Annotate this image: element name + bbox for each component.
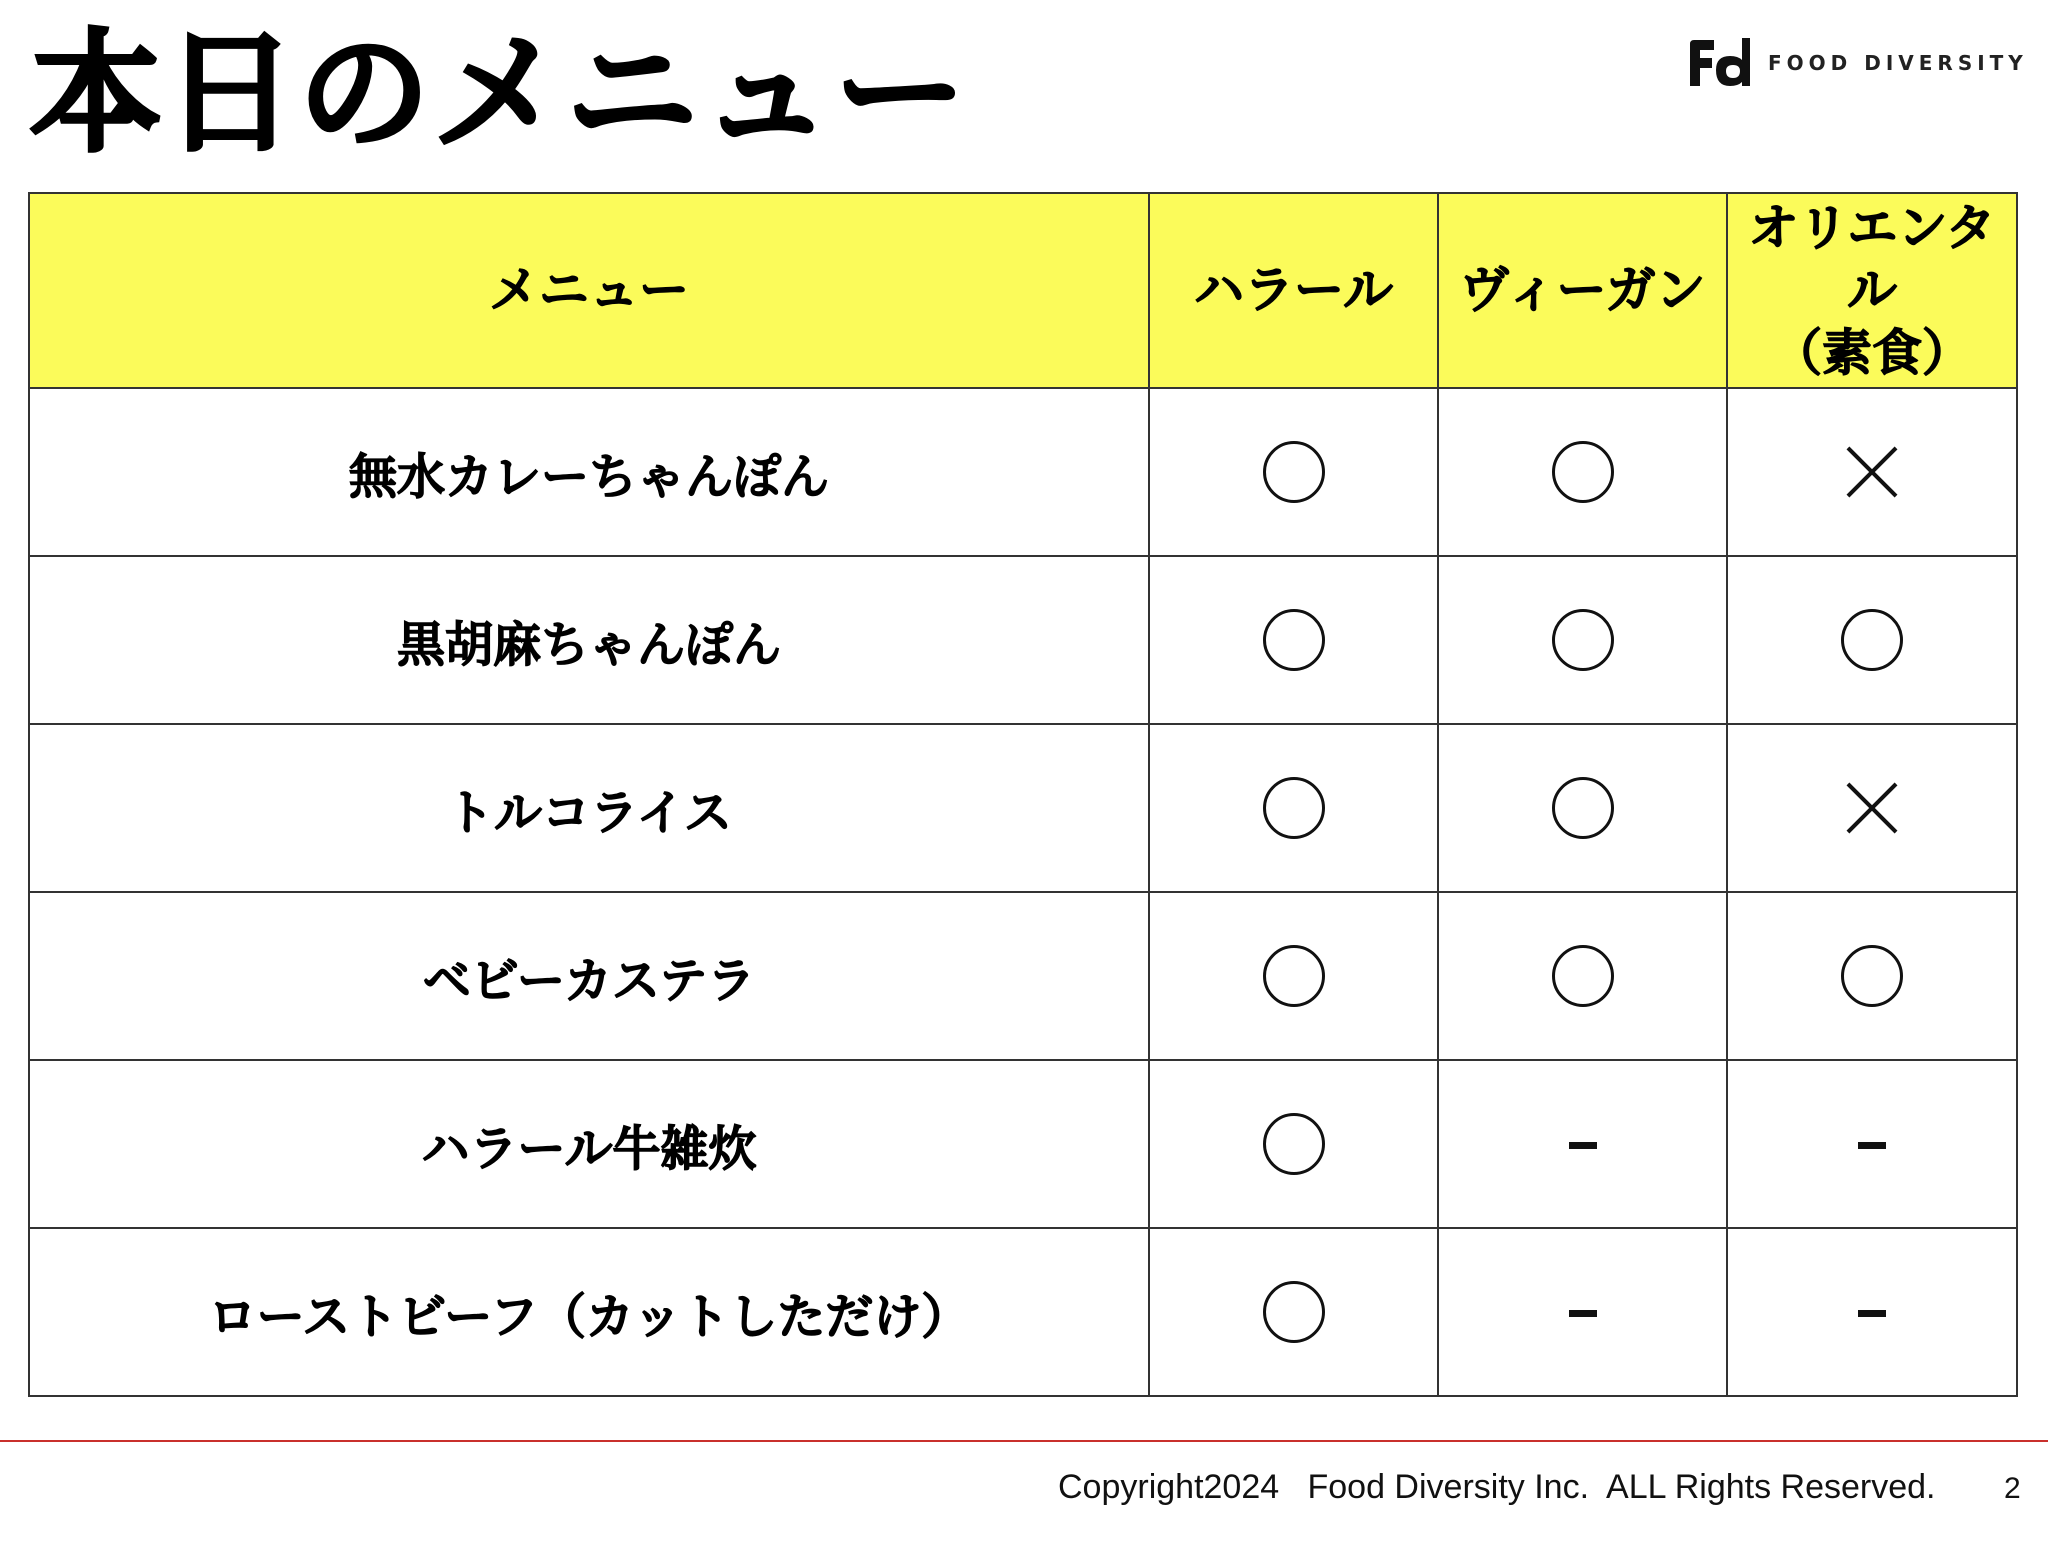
vegan-cell	[1438, 1060, 1727, 1228]
oriental-cell	[1727, 388, 2017, 556]
header-oriental	[1727, 193, 2017, 388]
footer-divider	[0, 1440, 2048, 1442]
halal-cell	[1149, 388, 1438, 556]
table-row	[29, 1228, 2017, 1396]
oriental-cell	[1727, 556, 2017, 724]
cross-icon	[1844, 780, 1900, 836]
halal-cell	[1149, 1228, 1438, 1396]
circle-icon	[1552, 441, 1614, 503]
table-row	[29, 556, 2017, 724]
dish-name: 黒胡麻ちゃんぽん	[29, 556, 1149, 724]
vegan-cell	[1438, 892, 1727, 1060]
dish-name: 無水カレーちゃんぽん	[29, 388, 1149, 556]
table-row	[29, 388, 2017, 556]
circle-icon	[1263, 1113, 1325, 1175]
table-header-row	[29, 193, 2017, 388]
circle-icon	[1263, 945, 1325, 1007]
circle-icon	[1841, 945, 1903, 1007]
dash-icon	[1858, 1310, 1886, 1317]
dash-icon	[1569, 1310, 1597, 1317]
vegan-cell	[1438, 724, 1727, 892]
header-vegan: ヴィーガン	[1438, 193, 1727, 388]
dash-icon	[1858, 1142, 1886, 1149]
brand-logo	[1686, 38, 2028, 88]
dish-name: ハラール牛雑炊	[29, 1060, 1149, 1228]
header-halal: ハラール	[1149, 193, 1438, 388]
page-title: 本日のメニュー	[30, 17, 968, 171]
page-number: 2	[2004, 1472, 2021, 1505]
circle-icon	[1263, 441, 1325, 503]
menu-table	[28, 192, 2018, 1397]
circle-icon	[1552, 609, 1614, 671]
halal-cell	[1149, 556, 1438, 724]
circle-icon	[1552, 945, 1614, 1007]
halal-cell	[1149, 1060, 1438, 1228]
brand-name: FOOD DIVERSITY	[1768, 51, 2028, 75]
vegan-cell	[1438, 556, 1727, 724]
header-oriental-line1: オリエンタル	[1748, 198, 1996, 320]
circle-icon	[1263, 777, 1325, 839]
oriental-cell	[1727, 724, 2017, 892]
table-row	[29, 892, 2017, 1060]
table-row	[29, 1060, 2017, 1228]
halal-cell	[1149, 724, 1438, 892]
circle-icon	[1841, 609, 1903, 671]
circle-icon	[1263, 609, 1325, 671]
copyright-text: Copyright2024 Food Diversity Inc. ALL Rights Reserved.	[1058, 1468, 1936, 1506]
oriental-cell	[1727, 1228, 2017, 1396]
header-oriental-line2: （素食）	[1772, 323, 1972, 382]
circle-icon	[1263, 1281, 1325, 1343]
header-menu: メニュー	[29, 193, 1149, 388]
vegan-cell	[1438, 1228, 1727, 1396]
dish-name: ベビーカステラ	[29, 892, 1149, 1060]
dish-name: ローストビーフ（カットしただけ）	[29, 1228, 1149, 1396]
oriental-cell	[1727, 1060, 2017, 1228]
dash-icon	[1569, 1142, 1597, 1149]
circle-icon	[1552, 777, 1614, 839]
oriental-cell	[1727, 892, 2017, 1060]
table-row	[29, 724, 2017, 892]
vegan-cell	[1438, 388, 1727, 556]
dish-name: トルコライス	[29, 724, 1149, 892]
cross-icon	[1844, 444, 1900, 500]
halal-cell	[1149, 892, 1438, 1060]
fd-logo-icon	[1686, 38, 1752, 88]
